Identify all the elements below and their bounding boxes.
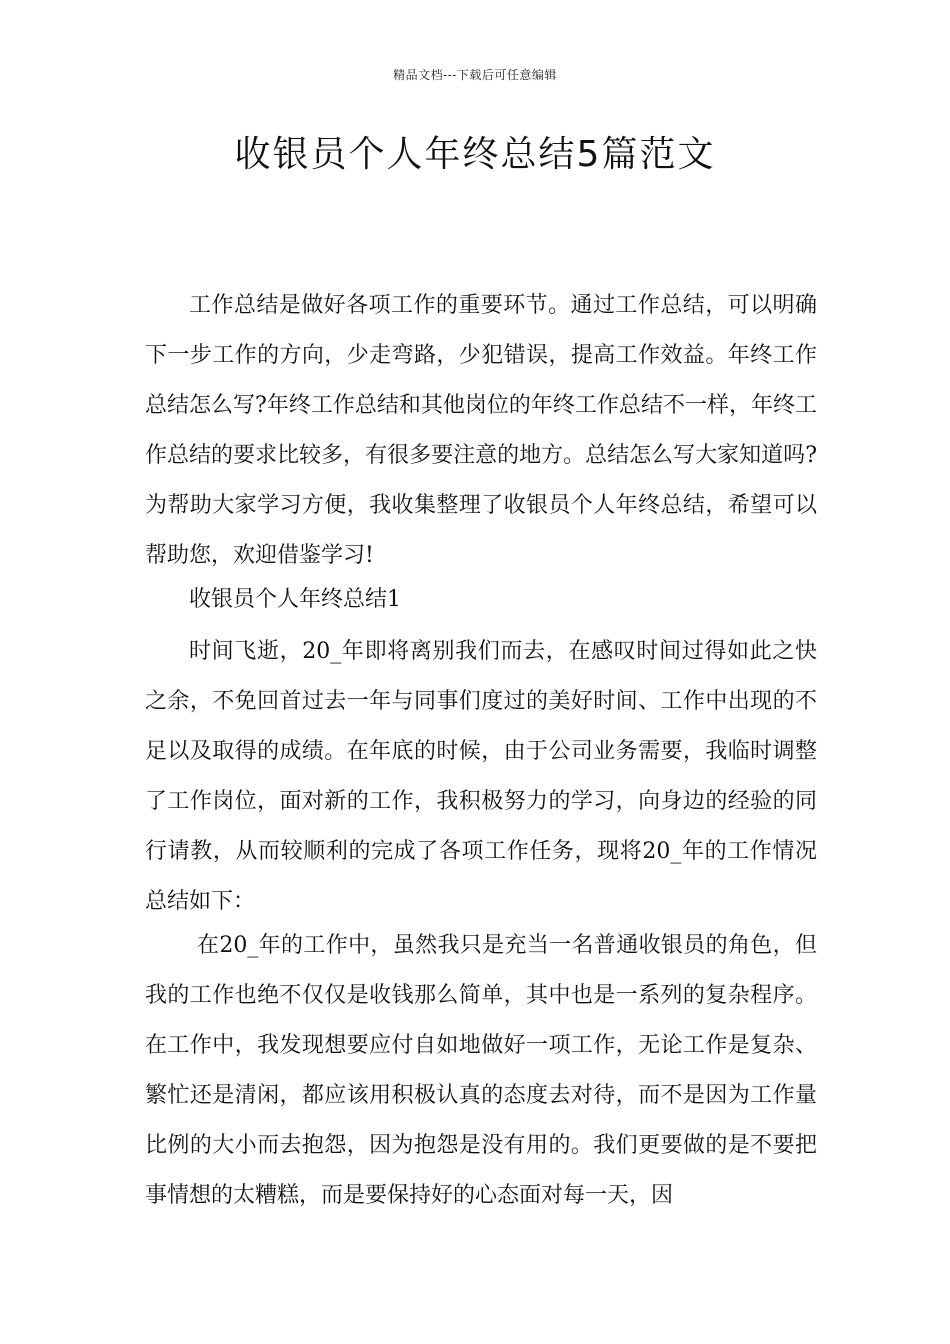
document-title: 收银员个人年终总结5篇范文 [234,134,716,175]
header-note: 精品文档---下载后可任意编辑 [393,68,557,82]
paragraph-2: 在20_年的工作中，虽然我只是充当一名普通收银员的角色，但我的工作也绝不仅仅是收钱那么简单，其中也是一系列的复杂程序。在工作中，我发现想要应付自如地做好一项工作，无论工作是复杂、繁忙还是清闲，都应该用积极认真的态度去对待，而不是因为工作量比例的大小而去抱怨，因为抱怨是没有用的。我们更要做的是不要把事情想的太糟糕，而是要保持好的心态面对每一天，因 [145,933,817,1208]
intro-paragraph: 工作总结是做好各项工作的重要环节。通过工作总结，可以明确下一步工作的方向，少走弯路，少犯错误，提高工作效益。年终工作总结怎么写?年终工作总结和其他岗位的年终工作总结不一样，年终工作总结的要求比较多，有很多要注意的地方。总结怎么写大家知道吗?为帮助大家学习方便，我收集整理了收银员个人年终总结，希望可以帮助您，欢迎借鉴学习! [145,293,817,568]
paragraph-1: 时间飞逝，20_年即将离别我们而去，在感叹时间过得如此之快之余，不免回首过去一年与同事们度过的美好时间、工作中出现的不足以及取得的成绩。在年底的时候，由于公司业务需要，我临时调整了工作岗位，面对新的工作，我积极努力的学习，向身边的经验的同行请教，从而较顺利的完成了各项工作任务，现将20_年的工作情况总结如下： [145,639,817,914]
section-heading: 收银员个人年终总结1 [189,587,401,612]
